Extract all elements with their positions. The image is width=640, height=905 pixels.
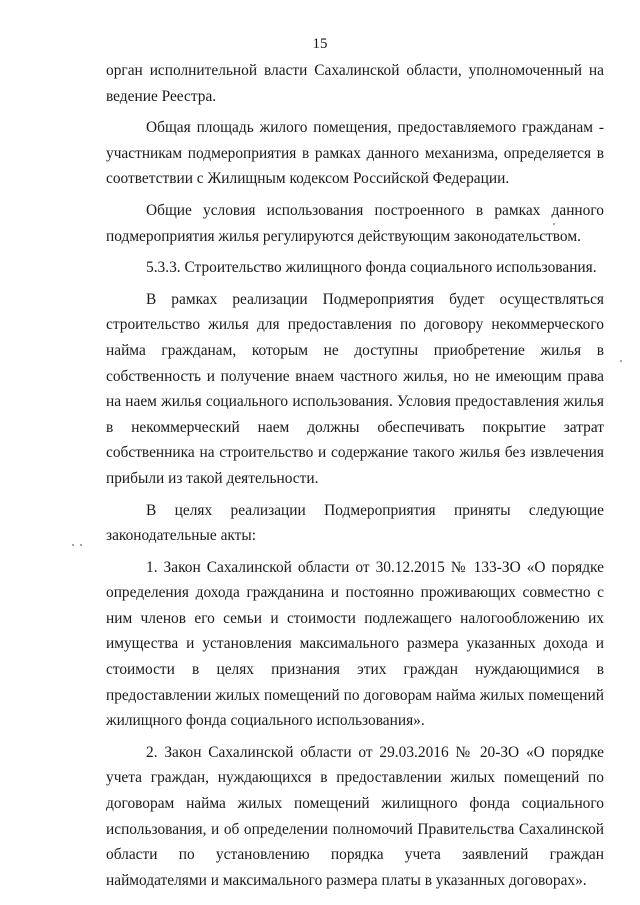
paragraph-legislative-acts: В целях реализации Подмероприятия приняты следующие законодательные акты: xyxy=(106,501,604,545)
page-number: 15 xyxy=(312,36,328,52)
scan-speck xyxy=(553,223,555,225)
section-heading-5-3-3: 5.3.3. Строительство жилищного фонда социального использования. xyxy=(146,259,597,277)
scan-speck xyxy=(72,544,74,546)
scan-speck xyxy=(620,360,622,362)
law-item-1: 1. Закон Сахалинской области от 30.12.2015 № 133-ЗО «О порядке определения дохода гражданина и постоянно проживающих совместно с ним членов его семьи и стоимости подлежащего налогообложению их имущества и установления максимального размера указанных дохода и стоимости в целях признания этих граждан нуждающимися в предоставлении жилых помещений по договорам найма жилых помещений жилищного фонда социального использования». xyxy=(106,558,604,730)
paragraph-construction: В рамках реализации Подмероприятия будет осуществляться строительство жилья для предоставления по договору некоммерческого найма гражданам, которым не доступны приобретение жилья в собственность и получение внаем частного жилья, но не имеющим права на наем жилья социального использования. Условия предоставления жилья в некоммерческий наем должны обеспечивать покрытие затрат собственника на строительство и содержание такого жилья без извлечения прибыли из такой деятельности. xyxy=(106,290,604,487)
paragraph-general-conditions: Общие условия использования построенного в рамках данного подмероприятия жилья регулируются действующим законодательством. xyxy=(106,201,604,245)
paragraph-continuation: орган исполнительной власти Сахалинской области, уполномоченный на ведение Реестра. xyxy=(106,62,604,105)
document-body xyxy=(106,58,604,899)
paragraph-living-area: Общая площадь жилого помещения, предоставляемого гражданам - участникам подмероприятия в рамках данного механизма, определяется в соответствии с Жилищным кодексом Российской Федерации. xyxy=(106,119,604,188)
scan-speck xyxy=(80,544,82,546)
law-item-2: 2. Закон Сахалинской области от 29.03.2016 № 20-ЗО «О порядке учета граждан, нуждающихся в предоставлении жилых помещений по договорам найма жилых помещений жилищного фонда социального использования, и об определении полномочий Правительства Сахалинской области по установлению порядка учета заявлений граждан наймодателями и максимального размера платы в указанных договорах». xyxy=(106,743,604,889)
